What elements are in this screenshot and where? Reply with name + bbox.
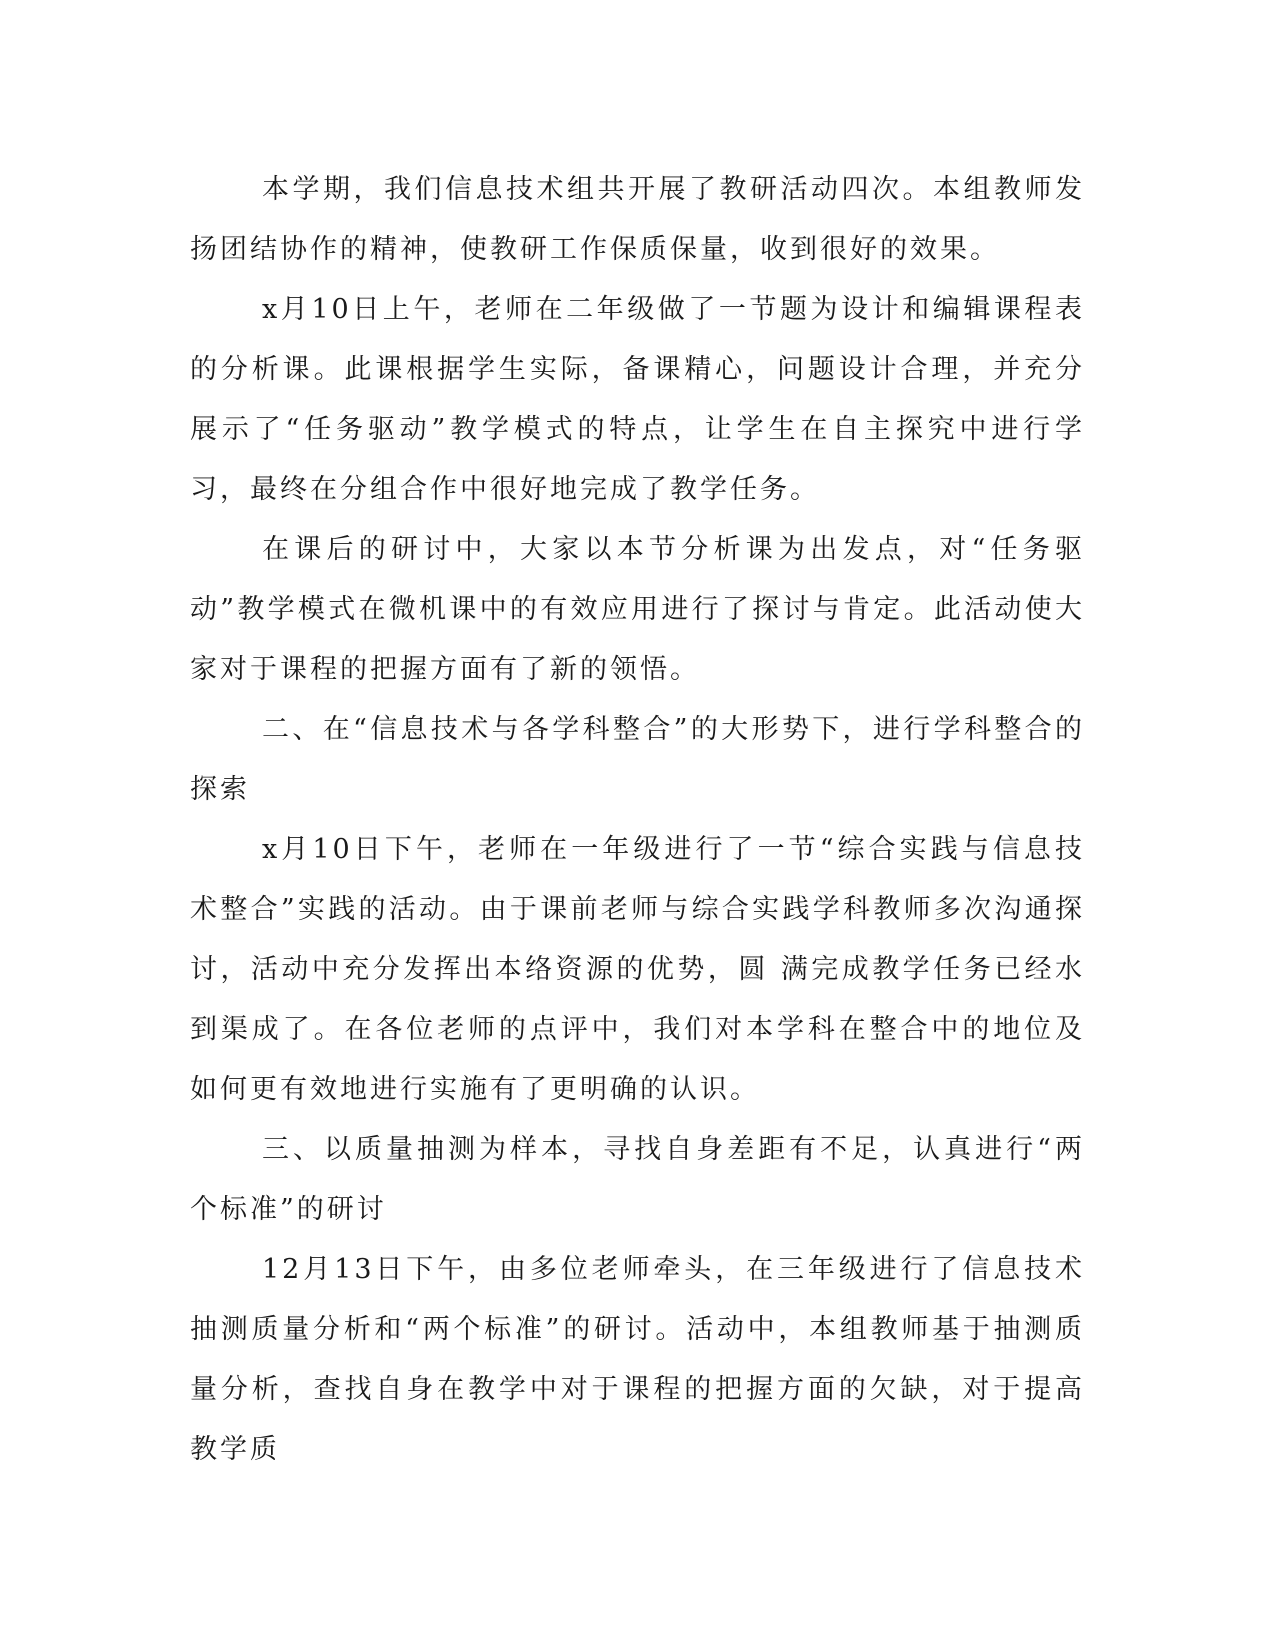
paragraph-analysis-lesson: x月10日上午，老师在二年级做了一节题为设计和编辑课程表的分析课。此课根据学生实际，备课精心，问题设计合理，并充分展示了“任务驱动”教学模式的特点，让学生在自主探究中进行学习，最终在分组合作中很好地完成了教学任务。 [190, 294, 1085, 505]
paragraph-quality-test: 12月13日下午，由多位老师牵头，在三年级进行了信息技术抽测质量分析和“两个标准”的研讨。活动中，本组教师基于抽测质量分析，查找自身在教学中对于课程的把握方面的欠缺，对于提高教学质 [190, 1254, 1085, 1465]
paragraph-intro: 本学期，我们信息技术组共开展了教研活动四次。本组教师发扬团结协作的精神，使教研工作保质保量，收到很好的效果。 [190, 174, 1085, 265]
section-heading-2: 二、在“信息技术与各学科整合”的大形势下，进行学科整合的探索 [190, 714, 1085, 805]
paragraph-post-lesson-discussion: 在课后的研讨中，大家以本节分析课为出发点，对“任务驱动”教学模式在微机课中的有效应用进行了探讨与肯定。此活动使大家对于课程的把握方面有了新的领悟。 [190, 534, 1085, 685]
document-body [190, 160, 1085, 1480]
section-heading-3: 三、以质量抽测为样本，寻找自身差距有不足，认真进行“两个标准”的研讨 [190, 1134, 1085, 1225]
paragraph-integration-activity: x月10日下午，老师在一年级进行了一节“综合实践与信息技术整合”实践的活动。由于课前老师与综合实践学科教师多次沟通探讨，活动中充分发挥出本络资源的优势，圆 满完成教学任务已经水到渠成了。在各位老师的点评中，我们对本学科在整合中的地位及如何更有效地进行实施有了更明确的认识。 [190, 834, 1085, 1105]
